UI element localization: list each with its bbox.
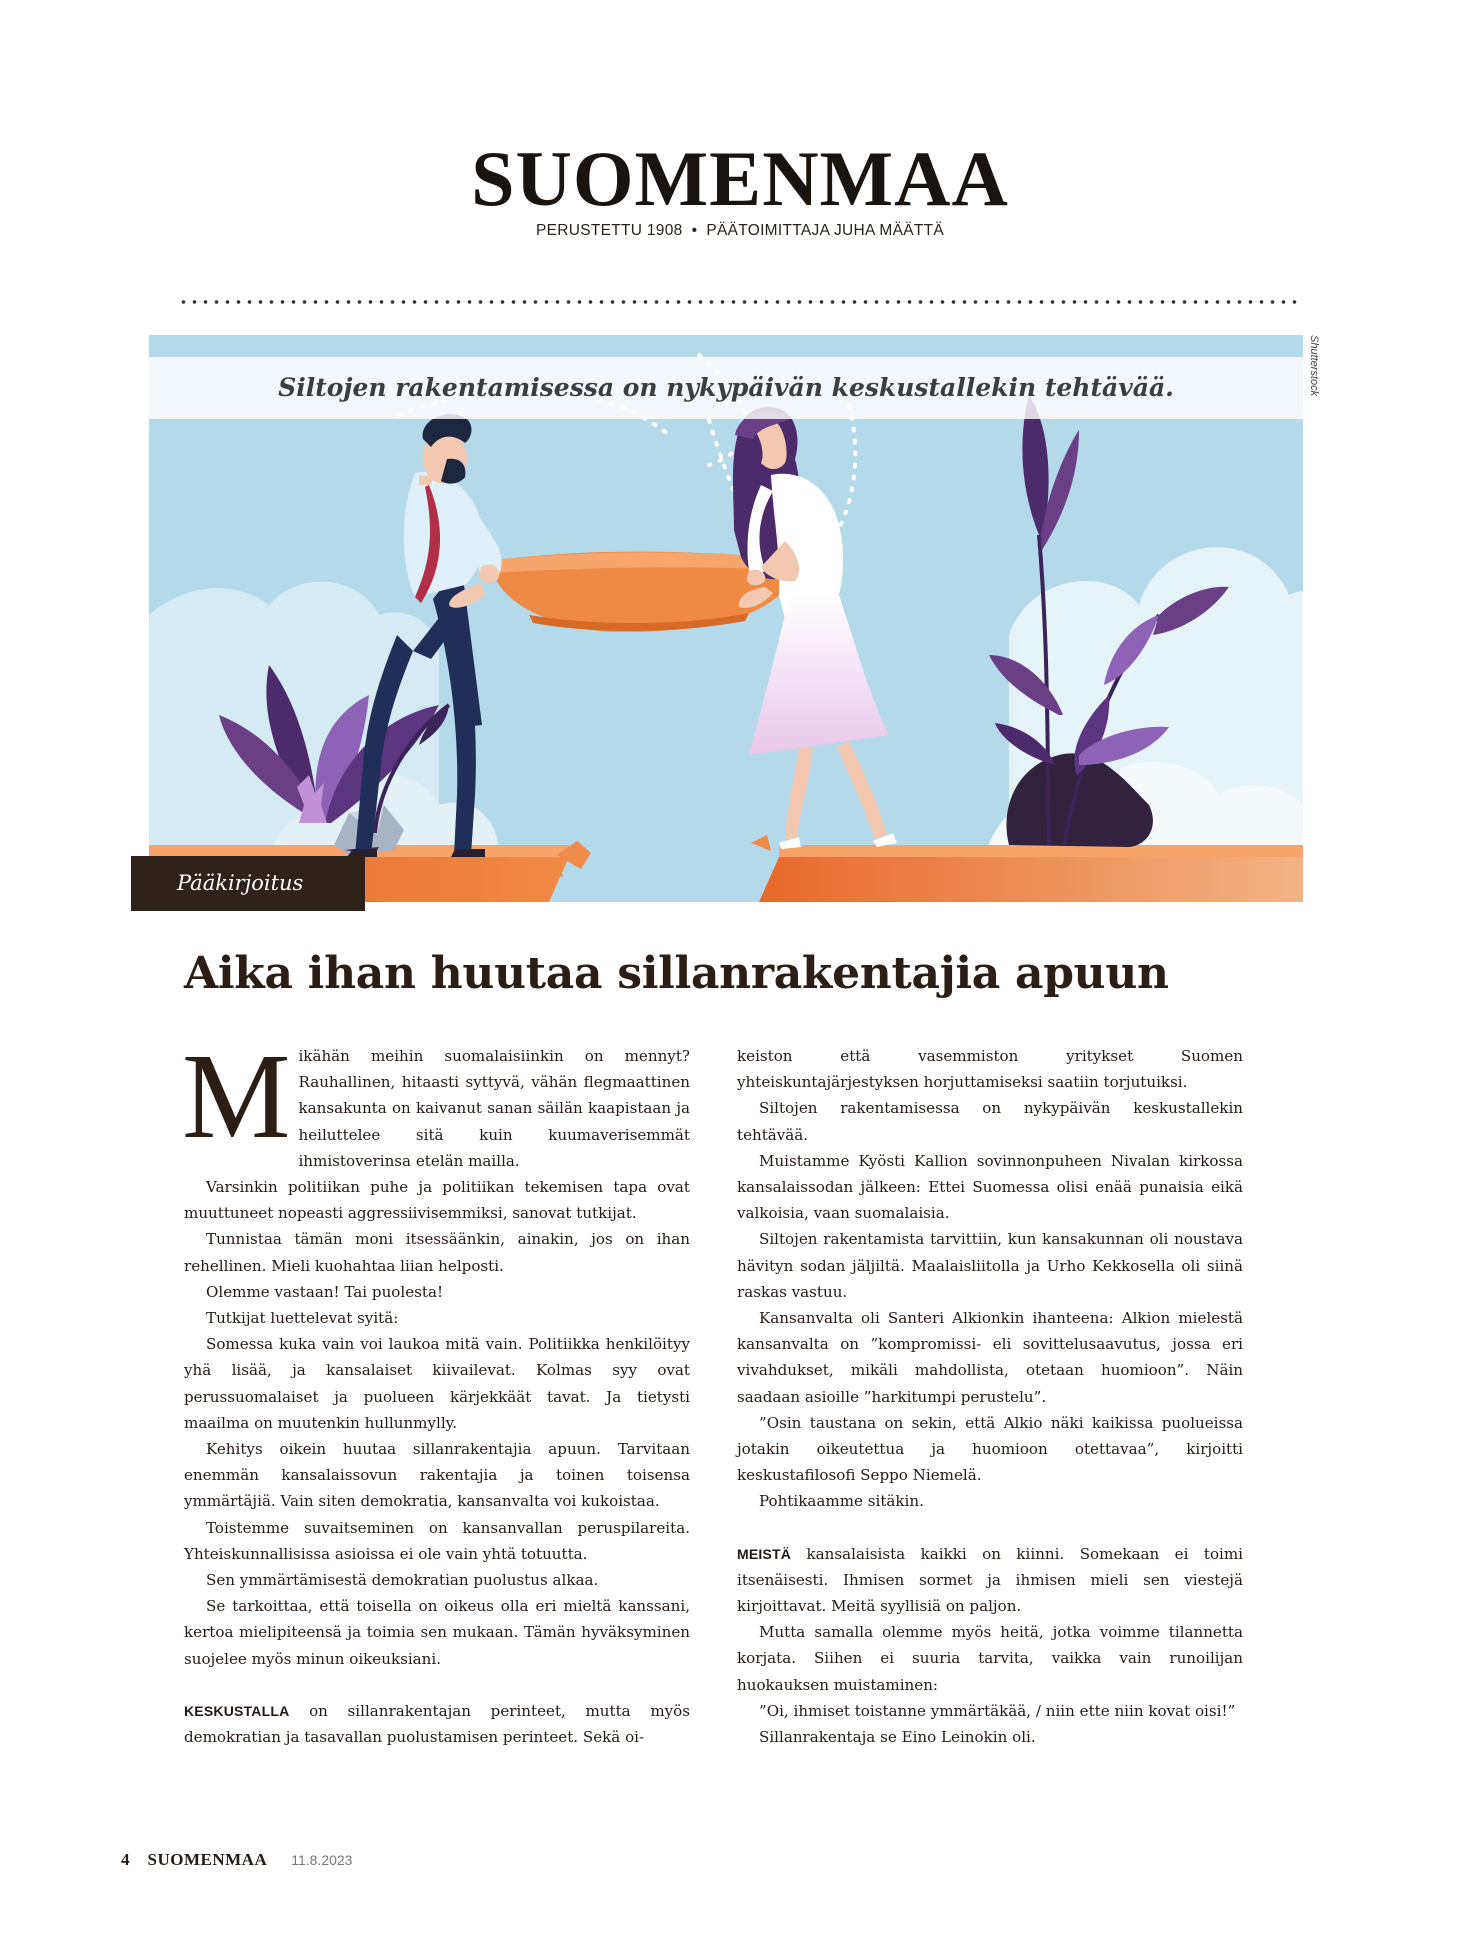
lead-in: MEISTÄ	[737, 1545, 792, 1562]
paragraph: Muistamme Kyösti Kallion sovinnonpuheen Nivalan kirkossa kansalaissodan jälkeen: Ettei Suomessa olisi enää punaisia eikä valkoisia, vaan suomalaisia.	[737, 1151, 1243, 1223]
paragraph: Se tarkoittaa, että toisella on oikeus olla eri mieltä kanssani, kertoa mielipiteensä ja toimia sen mukaan. Tämän hyväksyminen suojelee myös minun oikeuksiani.	[184, 1597, 690, 1668]
founded-text: PERUSTETTU 1908	[535, 222, 683, 239]
paragraph-text: kansalaisista kaikki on kiinni. Somekaan ei toimi itsenäisesti. Ihmisen sormet ja ihmisen mieli sen viestejä kirjoittavat. Meitä syyllisiä on paljon.	[737, 1544, 1243, 1616]
lead-in: KESKUSTALLA	[184, 1702, 290, 1719]
paragraph: keiston että vasemmiston yritykset Suomen yhteiskuntajärjestyksen horjuttamiseksi saatiin torjutuiksi.	[737, 1047, 1243, 1092]
footer-date: 11.8.2023	[291, 1852, 353, 1868]
masthead-tagline	[0, 222, 1480, 240]
paragraph: Kansanvalta oli Santeri Alkionkin ihanteena: Alkion mielestä kansanvalta on ”kompromissi- eli sovittelusaavutus, jossa eri vivahdukset, mikäli mahdollista, otetaan huomioon”. Näin saadaan asioille ”harkitumpi perustelu”.	[737, 1309, 1243, 1406]
paragraph-text: on sillanrakentajan perinteet, mutta myös demokratian ja tasavallan puolustamisen perinteet. Sekä oi-	[184, 1701, 690, 1747]
paragraph	[184, 1698, 690, 1750]
separator-dot: •	[691, 222, 698, 239]
paragraph: Toistemme suvaitseminen on kansanvallan peruspilareita. Yhteiskunnallisissa asioissa ei ole vain yhtä totuutta.	[184, 1518, 690, 1563]
photo-credit: Shutterstock	[1308, 335, 1320, 397]
paragraph: Olemme vastaan! Tai puolesta!	[206, 1282, 444, 1301]
paragraph: Tutkijat luettelevat syitä:	[206, 1309, 399, 1328]
paragraph: Kehitys oikein huutaa sillanrakentajia apuun. Tarvitaan enemmän kansalaissovun rakentajia ja toinen toisensa ymmärtäjiä. Vain siten demokratia, kansanvalta voi kukoistaa.	[184, 1440, 690, 1511]
paragraph	[737, 1541, 1243, 1620]
paragraph: Siltojen rakentamista tarvittiin, kun kansakunnan oli noustava hävityn sodan jäljiltä. Maalaisliitolla ja Urho Kekkosella oli siinä raskas vastuu.	[737, 1230, 1243, 1301]
dotted-divider	[178, 299, 1303, 305]
editorial-illustration	[149, 335, 1303, 902]
paragraph: Pohtikaamme sitäkin.	[759, 1492, 924, 1511]
paragraph: Sillanrakentaja se Eino Leinokin oli.	[759, 1728, 1036, 1747]
paragraph: Siltojen rakentamisessa on nykypäivän keskustallekin tehtävää.	[737, 1099, 1243, 1144]
paragraph: Sen ymmärtämisestä demokratian puolustus alkaa.	[206, 1571, 599, 1590]
pull-quote: Siltojen rakentamisessa on nykypäivän keskustallekin tehtävää.	[278, 373, 1174, 402]
drop-cap: M	[182, 1029, 291, 1164]
body-column-1	[182, 1029, 690, 1750]
editor-text: PÄÄTOIMITTAJA JUHA MÄÄTTÄ	[706, 222, 945, 239]
footer-brand: SUOMENMAA	[147, 1850, 268, 1869]
paragraph: Somessa kuka vain voi laukoa mitä vain. Politiikka henkilöityy yhä lisää, ja kansalaiset kiivailevat. Kolmas syy ovat perussuomalaiset ja puolueen kärjekkäät tavat. Ja tietysti maailma on muutenkin hullunmylly.	[184, 1335, 690, 1432]
body-column-2	[737, 1043, 1243, 1750]
section-tag: Pääkirjoitus	[131, 856, 365, 911]
paragraph: Tunnistaa tämän moni itsessäänkin, ainakin, jos on ihan rehellinen. Mieli kuohahtaa liian helposti.	[184, 1230, 690, 1275]
headline: Aika ihan huutaa sillanrakentajia apuun	[184, 948, 1169, 999]
paragraph: Varsinkin politiikan puhe ja politiikan tekemisen tapa ovat muuttuneet nopeasti aggressiivisemmiksi, sanovat tutkijat.	[184, 1178, 690, 1223]
masthead-logo: SUOMENMAA	[471, 135, 1009, 222]
paragraph: ”Oi, ihmiset toistanne ymmärtäkää, / niin ette niin kovat oisi!”	[759, 1701, 1236, 1720]
paragraph: ”Osin taustana on sekin, että Alkio näki kaikissa puolueissa jotakin oikeutettua ja huomioon otettavaa”, kirjoitti keskustafilosofi Seppo Niemelä.	[737, 1413, 1243, 1485]
page-number: 4	[121, 1850, 130, 1869]
paragraph: Mutta samalla olemme myös heitä, jotka voimme tilannetta korjata. Siihen ei suuria tarvita, vaikka vain runoilijan huokauksen muistaminen:	[737, 1623, 1243, 1694]
page-footer	[121, 1850, 352, 1874]
paragraph	[182, 1029, 690, 1174]
bridge-builders-illustration	[149, 335, 1303, 902]
paragraph-text: ikähän meihin suomalaisiinkin on mennyt? Rauhallinen, hitaasti syttyvä, vähän flegmaattinen kansakunta on kaivanut sanan säilän kaapistaan ja heiluttelee sitä kuin kuumaverisemmät ihmistoverinsa etelän mailla.	[298, 1047, 690, 1170]
